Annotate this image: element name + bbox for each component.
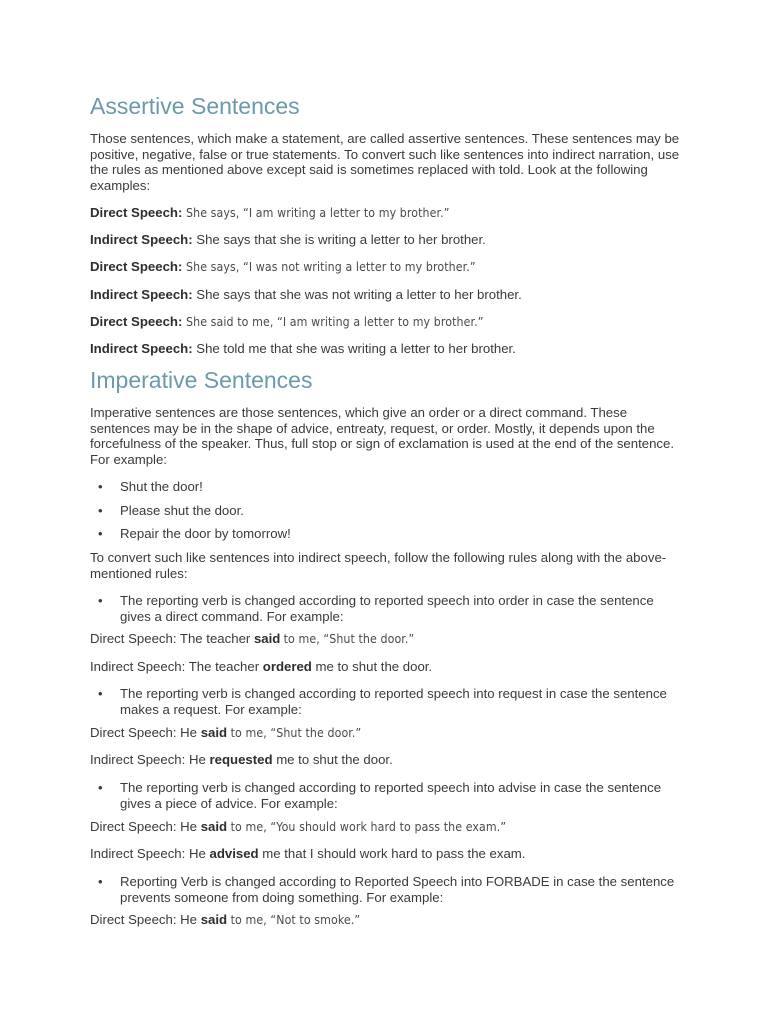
direct-bold: said (253, 631, 281, 646)
direct-quote: to me, “You should work hard to pass the exam.” (227, 820, 507, 834)
example-label: Direct Speech: (90, 205, 183, 220)
direct-prefix: Direct Speech: The teacher (90, 631, 254, 646)
example-text: She said to me, “I am writing a letter to my brother.” (186, 315, 484, 329)
indirect-prefix: Indirect Speech: He (90, 752, 210, 767)
example-line (90, 341, 516, 357)
indirect-prefix: Indirect Speech: The teacher (90, 659, 263, 674)
bullet-glyph: • (98, 593, 103, 608)
rule-item (90, 780, 680, 811)
direct-prefix: Direct Speech: He (90, 819, 201, 834)
example-label: Indirect Speech: (90, 341, 193, 356)
list-item (90, 479, 680, 495)
bullet-glyph: • (98, 874, 103, 889)
direct-speech-line (90, 725, 373, 741)
example-text: She says that she was not writing a letter to her brother. (196, 287, 522, 302)
bullet-glyph: • (98, 686, 103, 701)
imperative-heading: Imperative Sentences (90, 367, 313, 393)
example-label: Indirect Speech: (90, 287, 193, 302)
example-label: Direct Speech: (90, 314, 183, 329)
example-label: Indirect Speech: (90, 232, 193, 247)
direct-bold: said (200, 912, 228, 927)
rule-item (90, 593, 680, 624)
example-line (90, 314, 509, 330)
indirect-rest: me to shut the door. (311, 659, 433, 674)
direct-quote: to me, “Shut the door.” (280, 632, 415, 646)
example-text: She says, “I am writing a letter to my brother.” (186, 206, 450, 220)
list-item (90, 526, 680, 542)
direct-quote: to me, “Shut the door.” (227, 726, 362, 740)
example-line (90, 287, 522, 303)
indirect-speech-line (90, 752, 393, 768)
list-item-text: Shut the door! (120, 479, 203, 494)
rule-item (90, 874, 680, 905)
example-line (90, 259, 501, 275)
bullet-glyph: • (98, 780, 103, 795)
direct-quote: to me, “Not to smoke.” (227, 913, 361, 927)
indirect-speech-line (90, 659, 432, 675)
assertive-intro: Those sentences, which make a statement, are called assertive sentences. These sentences may be positive, negative, false or true statements. To convert such like sentences into indirect narration, use the rules as mentioned above except said is sometimes replaced with told. Look at the following examples: (90, 131, 680, 193)
indirect-bold: advised (209, 846, 259, 861)
rule-text: Reporting Verb is changed according to Reported Speech into FORBADE in case the sentence prevents someone from doing something. For example: (120, 874, 675, 905)
rule-item (90, 686, 680, 717)
list-item-text: Repair the door by tomorrow! (120, 526, 291, 541)
list-item-text: Please shut the door. (120, 503, 244, 518)
direct-speech-line (90, 631, 426, 647)
example-text: She says that she is writing a letter to her brother. (196, 232, 486, 247)
indirect-rest: me that I should work hard to pass the exam. (258, 846, 526, 861)
example-line (90, 232, 486, 248)
imperative-intro: Imperative sentences are those sentences, which give an order or a direct command. These sentences may be in the shape of advice, entreaty, request, or order. Mostly, it depends upon the forcefulness of the speaker. Thus, full stop or sign of exclamation is used at the end of the sentence. For example: (90, 405, 675, 467)
assertive-heading: Assertive Sentences (90, 93, 300, 119)
direct-prefix: Direct Speech: He (90, 912, 201, 927)
direct-bold: said (200, 725, 228, 740)
rule-text: The reporting verb is changed according to reported speech into request in case the sentence makes a request. For example: (120, 686, 667, 717)
bullet-glyph: • (98, 526, 103, 541)
bullet-glyph: • (98, 479, 103, 494)
indirect-rest: me to shut the door. (272, 752, 393, 767)
list-item (90, 503, 680, 519)
example-text: She says, “I was not writing a letter to my brother.” (186, 260, 476, 274)
example-text: She told me that she was writing a letter to her brother. (196, 341, 516, 356)
rule-text: The reporting verb is changed according to reported speech into advise in case the sentence gives a piece of advice. For example: (120, 780, 662, 811)
rule-text: The reporting verb is changed according to reported speech into order in case the sentence gives a direct command. For example: (120, 593, 654, 624)
direct-prefix: Direct Speech: He (90, 725, 201, 740)
direct-speech-line (90, 819, 531, 835)
indirect-bold: ordered (262, 659, 312, 674)
indirect-speech-line (90, 846, 525, 862)
bullet-glyph: • (98, 503, 103, 518)
convert-intro: To convert such like sentences into indirect speech, follow the following rules along with the above-mentioned rules: (90, 550, 667, 581)
indirect-prefix: Indirect Speech: He (90, 846, 210, 861)
indirect-bold: requested (209, 752, 273, 767)
example-label: Direct Speech: (90, 259, 183, 274)
example-line (90, 205, 473, 221)
direct-speech-line (90, 912, 372, 928)
direct-bold: said (200, 819, 228, 834)
